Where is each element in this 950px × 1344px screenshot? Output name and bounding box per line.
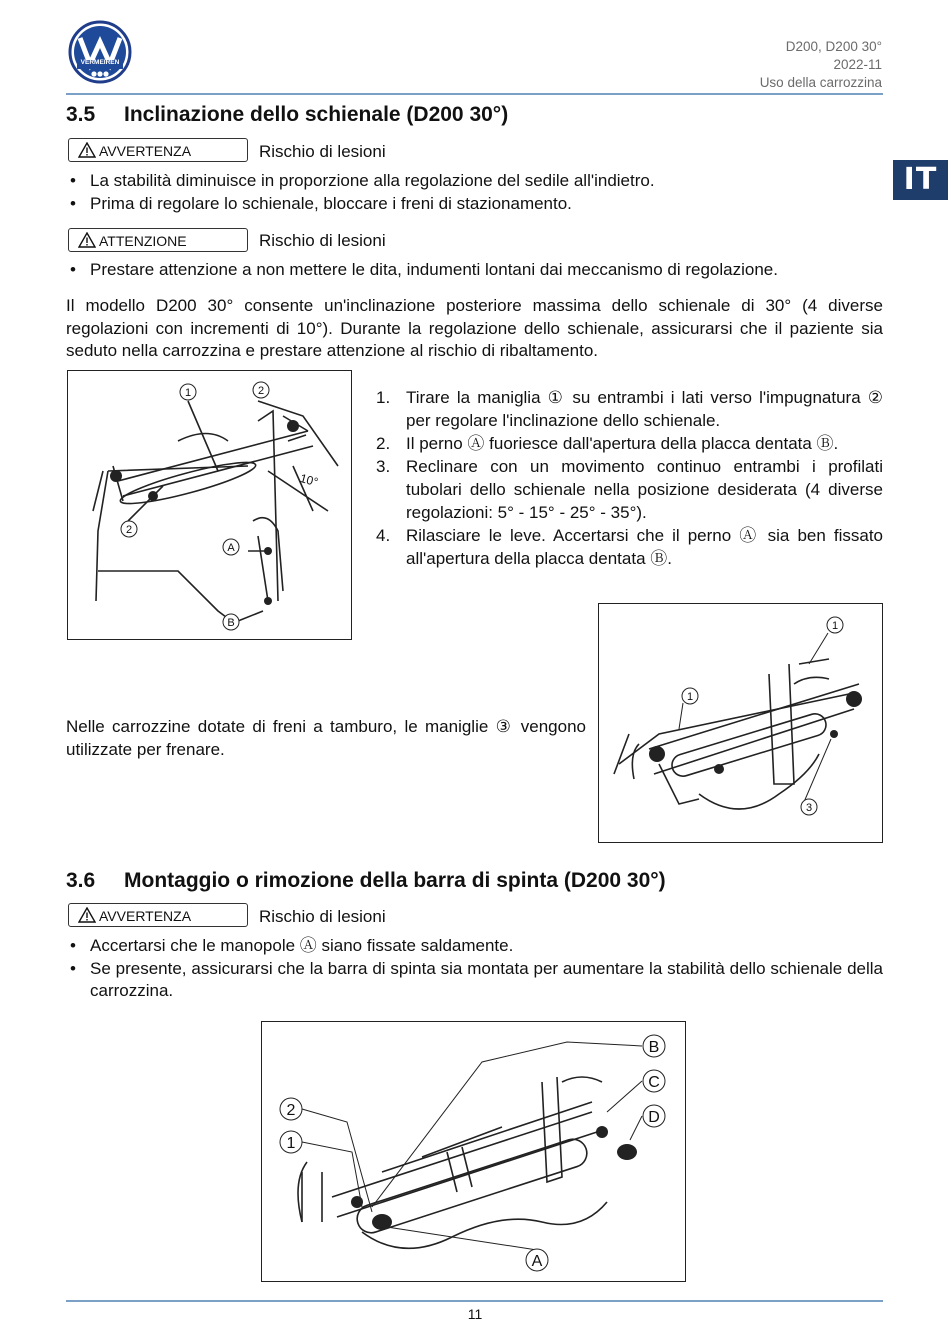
warning-triangle-icon	[78, 232, 96, 248]
callout-1: 1	[184, 387, 192, 399]
adjustment-steps	[376, 386, 883, 570]
caution-text: Rischio di lesioni	[259, 231, 386, 250]
section-title: Inclinazione dello schienale (D200 30°)	[124, 103, 509, 126]
vermeiren-logo	[68, 20, 132, 84]
list-item: • La stabilità diminuisce in proporzione alla regolazione del sedile all'indietro.	[68, 170, 883, 193]
warning-text: Rischio di lesioni	[259, 907, 386, 926]
page-number: 11	[467, 1306, 483, 1322]
warning-text: Rischio di lesioni	[259, 142, 386, 161]
callout-a: A	[531, 1253, 543, 1270]
warning-triangle-icon	[78, 142, 96, 158]
list-item: 3. Reclinare con un movimento continuo entrambi i profilati tubolari dello schienale nella posizione desiderata (4 diverse regolazioni: 5° - 15° - 25° - 35°).	[376, 457, 883, 522]
list-item: • Prima di regolare lo schienale, bloccare i freni di stazionamento.	[68, 193, 883, 216]
caution-list	[68, 259, 883, 282]
callout-b: B	[227, 617, 235, 629]
figure-push-bar-mounting	[261, 1021, 686, 1282]
warning-triangle-icon	[78, 907, 96, 923]
intro-paragraph: Il modello D200 30° consente un'inclinazione posteriore massima dello schienale di 30° (4 diverse regolazioni con incrementi di 10°). Durante la regolazione dello schienale, assicurarsi che il paziente sia seduto nella carrozzina e prestare attenzione al rischio di ribaltamento.	[66, 296, 883, 360]
section-3-6-heading	[66, 869, 666, 893]
callout-a: A	[227, 542, 235, 554]
header-date: 2022-11	[833, 57, 882, 72]
warning-list	[68, 935, 883, 1003]
list-item: 4. Rilasciare le leve. Accertarsi che il perno Ⓐ sia ben fissato all'apertura della placca dentata Ⓑ.	[376, 526, 883, 568]
caution-badge	[68, 228, 248, 252]
list-item: • Prestare attenzione a non mettere le dita, indumenti lontani dai meccanismo di regolazione.	[68, 259, 883, 282]
list-item: • Accertarsi che le manopole Ⓐ siano fissate saldamente.	[68, 935, 883, 958]
section-3-5-heading	[66, 103, 508, 127]
callout-d: D	[648, 1109, 660, 1126]
callout-2: 2	[125, 524, 133, 536]
list-item: 2. Il perno Ⓐ fuoriesce dall'apertura della placca dentata Ⓑ.	[376, 434, 839, 453]
warning-label: AVVERTENZA	[99, 143, 192, 159]
page-header	[760, 38, 882, 92]
header-section: Uso della carrozzina	[759, 75, 882, 90]
language-tab: IT	[893, 160, 948, 200]
section-title: Montaggio o rimozione della barra di spinta (D200 30°)	[124, 869, 666, 892]
callout-2: 2	[286, 1102, 296, 1119]
warning-label: AVVERTENZA	[99, 908, 192, 924]
logo-text: VERMEIREN	[80, 59, 120, 66]
section-number: 3.5	[66, 103, 96, 126]
drum-brake-note: Nelle carrozzine dotate di freni a tamburo, le maniglie ③ vengono utilizzate per frenare.	[66, 717, 586, 759]
callout-2: 2	[257, 385, 265, 397]
warning-badge	[68, 138, 248, 162]
callout-1: 1	[286, 1135, 296, 1152]
list-item: • Se presente, assicurarsi che la barra di spinta sia montata per aumentare la stabilità dello schienale della carrozzina.	[68, 958, 883, 1003]
callout-3: 3	[805, 802, 813, 814]
list-item: 1. Tirare la maniglia ① su entrambi i lati verso l'impugnatura ② per regolare l'inclinazione dello schienale.	[376, 388, 883, 430]
callout-b: B	[648, 1039, 660, 1056]
callout-1: 1	[686, 691, 694, 703]
figure-backrest-adjustment	[67, 370, 352, 640]
warning-list	[68, 170, 883, 215]
header-model: D200, D200 30°	[785, 39, 882, 54]
caution-label: ATTENZIONE	[99, 233, 187, 249]
callout-c: C	[648, 1074, 660, 1091]
angle-label: 10°	[298, 471, 320, 490]
callout-1: 1	[831, 620, 839, 632]
warning-badge	[68, 903, 248, 927]
section-number: 3.6	[66, 869, 96, 892]
header-divider	[66, 93, 883, 95]
footer-divider	[66, 1300, 883, 1302]
figure-drum-brake-handles	[598, 603, 883, 843]
